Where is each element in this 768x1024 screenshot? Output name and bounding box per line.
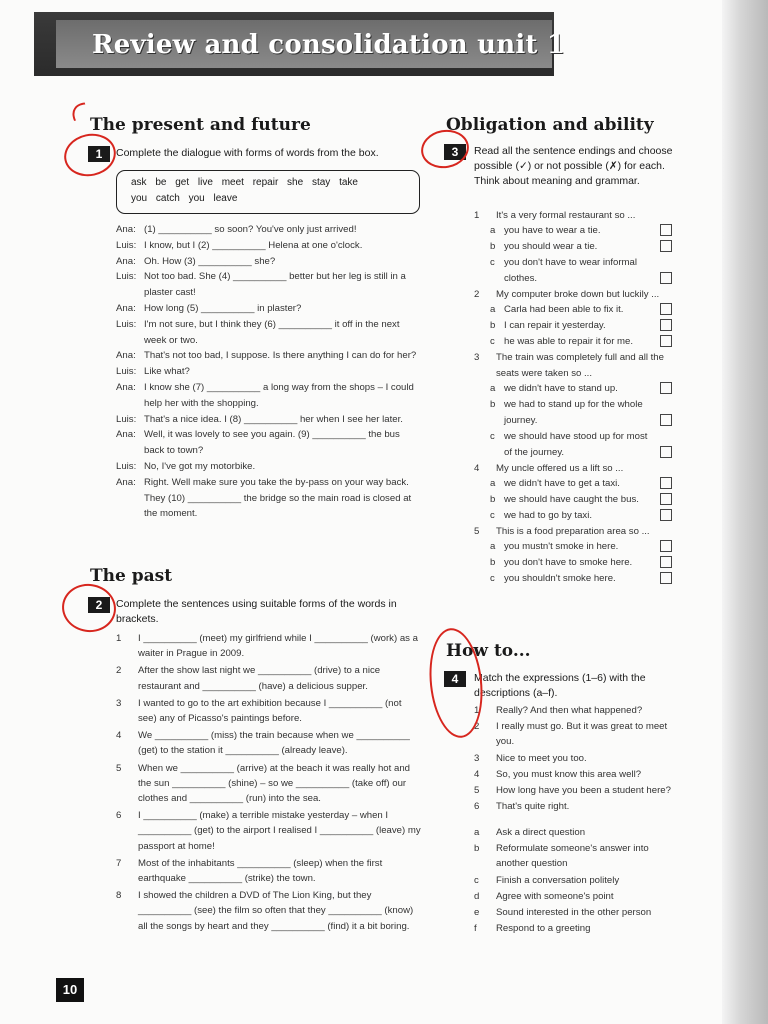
answer-option [474,539,672,555]
answer-checkbox[interactable] [660,540,672,552]
description-item [474,921,672,936]
section-heading-present-future: The present and future [90,115,311,135]
answer-checkbox[interactable] [660,509,672,521]
option-text: you shouldn't smoke here. [504,573,616,585]
section-heading-past: The past [90,566,173,586]
dialogue-speaker: Ana: [116,429,136,441]
item-text: I really must go. But it was great to meet you. [496,721,668,748]
item-number: 1 [474,705,480,716]
answer-checkbox[interactable] [660,556,672,568]
expression-item [474,719,672,749]
exercise-2-instruction: Complete the sentences using suitable forms of the words in brackets. [116,598,397,625]
question-text: My computer broke down but luckily ... [496,289,660,301]
item-text: How long have you been a student here? [496,785,671,797]
sentence-item [116,663,421,693]
question-text: It's a very formal restaurant so ... [496,210,636,221]
dialogue-line [116,364,421,380]
word-box-line-1: ask be get live meet repair she stay take [131,177,358,188]
item-letter: f [474,923,477,935]
option-text: we didn't have to stand up. [504,382,618,394]
answer-checkbox[interactable] [660,493,672,505]
dialogue-text: Well, it was lovely to see you again. (9) __________ the bus back to town? [144,429,400,457]
option-letter: a [490,541,496,553]
section-heading-how-to: How to... [446,641,531,661]
item-text: Ask a direct question [496,827,586,838]
word-box [116,170,420,214]
exercise-2-sentences [116,631,421,936]
dialogue-text: No, I've got my motorbike. [144,460,256,472]
question-number: 1 [474,210,480,221]
dialogue [116,222,421,522]
dialogue-text: Not too bad. She (4) __________ better but her leg is still in a plaster cast! [144,271,406,299]
answer-option [474,476,672,492]
answer-option [474,239,672,255]
item-text: Really? And then what happened? [496,705,643,716]
expression-item [474,751,672,766]
answer-option [474,555,672,571]
page-title: Review and consolidation unit 1 [92,30,566,60]
question-stem [474,208,672,223]
option-letter: a [490,382,496,394]
option-text: you should wear a tie. [504,241,598,253]
answer-option [474,492,672,508]
sentence-item [116,696,421,726]
question-number: 2 [474,289,480,301]
answer-checkbox[interactable] [660,335,672,347]
dialogue-line [116,222,421,238]
option-text: we should have stood up for most of the journey. [504,430,648,458]
item-number: 5 [116,762,122,774]
answer-checkbox[interactable] [660,446,672,458]
item-text: Agree with someone's point [496,890,614,902]
answer-checkbox[interactable] [660,414,672,426]
expression-item [474,767,672,782]
question-text: The train was completely full and all the seats were taken so ... [496,352,664,379]
item-number: 3 [474,752,480,764]
item-text: When we __________ (arrive) at the beach it was really hot and the sun __________ (shine) – so we __________ (take off) our clothes and __________ (run) into the sea. [138,762,410,805]
item-text: Respond to a greeting [496,923,591,935]
dialogue-line [116,412,421,428]
answer-checkbox[interactable] [660,224,672,236]
dialogue-line [116,380,421,412]
option-letter: b [490,557,496,569]
exercise-2-badge: 2 [88,597,110,613]
option-text: Carla had been able to fix it. [504,304,624,316]
option-letter: c [490,510,495,522]
annotation-circle-ex2 [59,580,119,635]
answer-checkbox[interactable] [660,272,672,284]
question-stem [474,350,672,380]
answer-option [474,429,672,461]
item-number: 8 [116,890,122,902]
sentence-item [116,808,421,854]
option-letter: b [490,398,496,410]
dialogue-line [116,427,421,459]
answer-option [474,571,672,587]
item-text: I __________ (make) a terrible mistake yesterday – when I __________ (get) to the airport I realised I __________ (leave) my passport at home! [138,810,421,852]
exercise-1-instruction: Complete the dialogue with forms of words from the box. [116,147,379,159]
dialogue-text: Like what? [144,366,190,378]
exercise-3-badge: 3 [444,144,466,160]
description-item [474,841,672,871]
answer-option [474,255,672,287]
dialogue-speaker: Ana: [116,255,136,267]
item-number: 4 [474,768,480,780]
item-number: 1 [116,633,122,644]
option-letter: c [490,257,495,269]
answer-checkbox[interactable] [660,572,672,584]
item-number: 6 [474,801,480,813]
item-number: 2 [116,665,122,677]
dialogue-speaker: Ana: [116,381,136,393]
option-text: you have to wear a tie. [504,225,601,237]
dialogue-line [116,269,421,301]
item-letter: e [474,907,480,919]
item-text: I showed the children a DVD of The Lion King, but they __________ (see) the film so often that they __________ (know) all the songs by heart and they __________ (find) it a bit boring. [138,890,414,932]
dialogue-text: That's not too bad, I suppose. Is there anything I can do for her? [144,350,417,362]
dialogue-text: I know she (7) __________ a long way from the shops – I could help her with the shopping. [144,381,414,409]
option-text: you don't have to wear informal clothes. [504,257,638,285]
option-text: we didn't have to get a taxi. [504,478,620,490]
dialogue-line [116,317,421,349]
item-letter: c [474,874,479,886]
dialogue-text: That's a nice idea. I (8) __________ her when I see her later. [144,413,403,425]
dialogue-text: Oh. How (3) __________ she? [144,255,276,267]
answer-checkbox[interactable] [660,477,672,489]
answer-checkbox[interactable] [660,240,672,252]
sentence-item [116,631,421,661]
dialogue-speaker: Ana: [116,350,136,362]
dialogue-line [116,475,421,522]
description-item [474,889,672,904]
description-item [474,905,672,920]
dialogue-speaker: Luis: [116,318,137,330]
option-text: you don't have to smoke here. [504,557,633,569]
item-text: We __________ (miss) the train because when we __________ (get) to the station it __________ (already leave). [138,730,410,757]
dialogue-line [116,254,421,270]
item-number: 7 [116,857,122,869]
option-letter: b [490,494,496,506]
item-number: 5 [474,785,480,797]
dialogue-text: Right. Well make sure you take the by-pass on your way back. They (10) __________ the bridge so the main road is closed at the moment. [144,476,412,520]
exercise-3-instruction: Read all the sentence endings and choose possible (✓) or not possible (✗) for each. Think about meaning and grammar. [474,145,673,187]
option-letter: a [490,304,496,316]
question-number: 4 [474,462,480,474]
answer-checkbox[interactable] [660,319,672,331]
dialogue-text: How long (5) __________ in plaster? [144,302,302,314]
item-letter: d [474,890,480,902]
expression-item [474,799,672,814]
dialogue-speaker: Luis: [116,271,137,283]
exercise-4-expressions [474,703,672,815]
dialogue-speaker: Ana: [116,476,136,488]
section-heading-obligation: Obligation and ability [446,115,654,135]
dialogue-text: I'm not sure, but I think they (6) __________ it off in the next week or two. [144,318,400,346]
item-text: I wanted to go to the art exhibition because I __________ (not see) any of Picasso's paintings before. [138,697,402,725]
word-box-line-2: you catch you leave [131,193,238,204]
item-text: That's quite right. [496,801,570,813]
dialogue-speaker: Luis: [116,366,137,378]
answer-option [474,397,672,429]
option-text: he was able to repair it for me. [504,336,634,348]
page-spine-shadow [722,0,768,1024]
dialogue-speaker: Ana: [116,302,136,314]
item-text: Most of the inhabitants __________ (sleep) when the first earthquake __________ (strike) the town. [138,857,383,885]
item-text: I __________ (meet) my girlfriend while I __________ (work) as a waiter in Prague in 2009. [138,633,418,660]
sentence-item [116,888,421,934]
option-letter: b [490,320,496,332]
item-text: Sound interested in the other person [496,907,652,919]
item-number: 2 [474,721,480,733]
dialogue-line [116,459,421,475]
item-number: 4 [116,730,122,742]
answer-option [474,334,672,350]
answer-option [474,508,672,524]
description-item [474,825,672,840]
question-text: This is a food preparation area so ... [496,526,650,538]
item-text: Finish a conversation politely [496,874,620,886]
question-stem [474,287,672,302]
dialogue-text: (1) __________ so soon? You've only just arrived! [144,224,357,235]
question-stem [474,461,672,476]
answer-option [474,381,672,397]
question-stem [474,524,672,539]
dialogue-line [116,348,421,364]
exercise-4-descriptions [474,825,672,937]
option-text: we had to go by taxi. [504,510,592,522]
option-letter: c [490,336,495,348]
item-letter: a [474,827,480,838]
answer-option [474,302,672,318]
sentence-item [116,728,421,758]
question-number: 3 [474,352,480,364]
item-letter: b [474,843,480,855]
question-number: 5 [474,526,480,538]
exercise-4-instruction: Match the expressions (1–6) with the descriptions (a–f). [474,672,646,699]
dialogue-speaker: Luis: [116,460,137,472]
option-text: you mustn't smoke in here. [504,541,619,553]
exercise-4-badge: 4 [444,671,466,687]
page-number: 10 [56,978,84,1002]
expression-item [474,783,672,798]
item-text: So, you must know this area well? [496,768,642,780]
option-text: we had to stand up for the whole journey. [504,398,643,426]
option-text: we should have caught the bus. [504,494,639,506]
sentence-item [116,856,421,886]
option-letter: a [490,225,496,237]
item-number: 3 [116,697,122,709]
option-text: I can repair it yesterday. [504,320,606,332]
item-number: 6 [116,810,122,822]
exercise-1-badge: 1 [88,146,110,162]
option-letter: a [490,478,496,490]
dialogue-speaker: Ana: [116,224,136,235]
dialogue-speaker: Luis: [116,239,137,251]
answer-checkbox[interactable] [660,382,672,394]
item-text: Reformulate someone's answer into another question [496,843,649,870]
description-item [474,873,672,888]
option-letter: c [490,430,495,442]
question-text: My uncle offered us a lift so ... [496,462,624,474]
exercise-3-questions [474,208,672,587]
option-letter: b [490,241,496,253]
item-text: After the show last night we __________ (drive) to a nice restaurant and __________ (have) a delicious supper. [138,665,381,692]
option-letter: c [490,573,495,585]
sentence-item [116,761,421,807]
expression-item [474,703,672,718]
dialogue-line [116,301,421,317]
dialogue-speaker: Luis: [116,413,137,425]
answer-option [474,318,672,334]
answer-checkbox[interactable] [660,303,672,315]
dialogue-text: I know, but I (2) __________ Helena at one o'clock. [144,239,363,251]
item-text: Nice to meet you too. [496,752,587,764]
dialogue-line [116,238,421,254]
answer-option [474,223,672,239]
